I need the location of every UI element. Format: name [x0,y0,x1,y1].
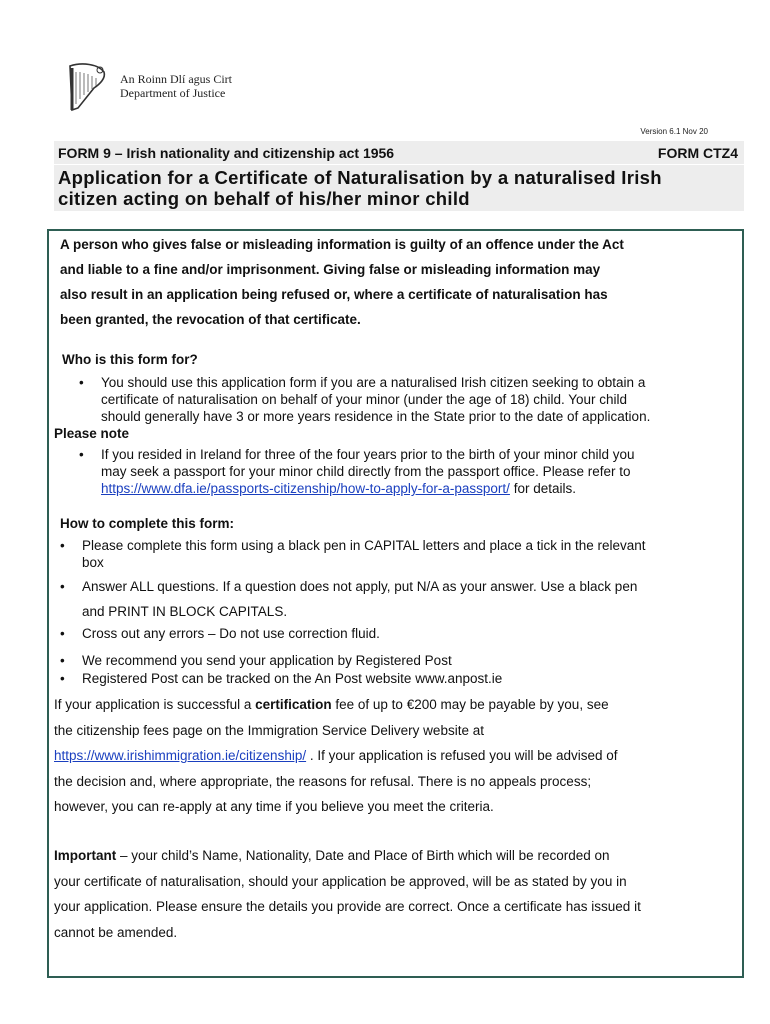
para-line: the decision and, where appropriate, the reasons for refusal. There is no appeals process; [54,773,592,789]
bullet-icon: • [60,538,65,553]
list-text: We recommend you send your application by Registered Post [82,653,452,668]
warning-text [60,232,740,332]
list-item [60,574,740,624]
list-text: Cross out any errors – Do not use correction fluid. [82,626,380,641]
page-title [54,165,744,211]
text-span: . If your application is refused you will be advised of [306,748,618,763]
bullet-icon: • [60,579,65,594]
title-line: Application for a Certificate of Naturalisation by a naturalised Irish [58,167,662,188]
bullet-icon: • [79,375,84,390]
para-line [54,743,740,769]
list-text: and PRINT IN BLOCK CAPITALS. [82,604,288,619]
text-span: If your application is successful a [54,697,256,712]
list-text: If you resided in Ireland for three of the four years prior to the birth of your minor child you [101,447,635,462]
list-item [60,537,740,571]
form-header-bar [54,141,744,164]
list-text [101,480,635,497]
link-suffix: for details. [509,481,576,496]
dept-name-irish: An Roinn Dlí agus Cirt [120,72,233,86]
para-line: however, you can re-apply at any time if you believe you meet the criteria. [54,799,494,814]
list-item [79,446,739,498]
bold-term: certification [255,697,332,712]
important-paragraph [54,843,740,945]
warning-line: been granted, the revocation of that certificate. [60,312,361,327]
list-item [60,625,740,642]
important-label: Important [54,848,117,863]
harp-icon [64,62,110,114]
fees-paragraph [54,692,740,820]
list-text: Registered Post can be tracked on the An Post website www.anpost.ie [82,671,503,686]
who-heading: Who is this form for? [62,352,198,367]
list-item [60,652,740,669]
list-text: Answer ALL questions. If a question does not apply, put N/A as your answer. Use a black pen [82,579,638,594]
how-heading: How to complete this form: [60,516,235,531]
para-line: the citizenship fees page on the Immigration Service Delivery website at [54,722,484,738]
list-item [60,670,740,687]
list-text: certificate of naturalisation on behalf of your minor (under the age of 18) child. Your child [101,392,628,407]
warning-line: A person who gives false or misleading information is guilty of an offence under the Act [60,237,624,252]
para-line [54,692,740,718]
list-text: You should use this application form if you are a naturalised Irish citizen seeking to obtain a [101,375,646,390]
list-item [79,374,739,426]
warning-line: also result in an application being refused or, where a certificate of naturalisation has [60,287,608,302]
list-text: Please complete this form using a black pen in CAPITAL letters and place a tick in the relevant [82,538,646,553]
bullet-icon: • [79,447,84,462]
department-logo [64,62,254,114]
para-line: your certificate of naturalisation, should your application be approved, will be as stated by you in [54,873,627,889]
passport-link[interactable]: https://www.dfa.ie/passports-citizenship/how-to-apply-for-a-passport/ [101,481,510,496]
form-code: FORM CTZ4 [657,144,738,161]
warning-line: and liable to a fine and/or imprisonment. Giving false or misleading information may [60,262,601,277]
list-text: may seek a passport for your minor child directly from the passport office. Please refer to [101,464,631,479]
bullet-icon: • [60,626,65,641]
list-text: box [82,555,104,570]
note-heading: Please note [54,426,130,441]
bullet-icon: • [60,653,65,668]
bullet-icon: • [60,671,65,686]
title-line: citizen acting on behalf of his/her minor child [58,188,470,209]
para-line: cannot be amended. [54,924,178,940]
para-line [54,843,740,869]
text-span: – your child’s Name, Nationality, Date and Place of Birth which will be recorded on [116,848,610,863]
dept-name-english: Department of Justice [120,86,226,100]
text-span: fee of up to €200 may be payable by you, see [331,697,609,712]
list-text: should generally have 3 or more years residence in the State prior to the date of application. [101,409,651,424]
version-label: Version 6.1 Nov 20 [640,127,708,136]
citizenship-fees-link[interactable]: https://www.irishimmigration.ie/citizenship/ [54,748,307,763]
form-act-title: FORM 9 – Irish nationality and citizenship act 1956 [58,144,395,161]
para-line: your application. Please ensure the details you provide are correct. Once a certificate has issued it [54,899,641,914]
